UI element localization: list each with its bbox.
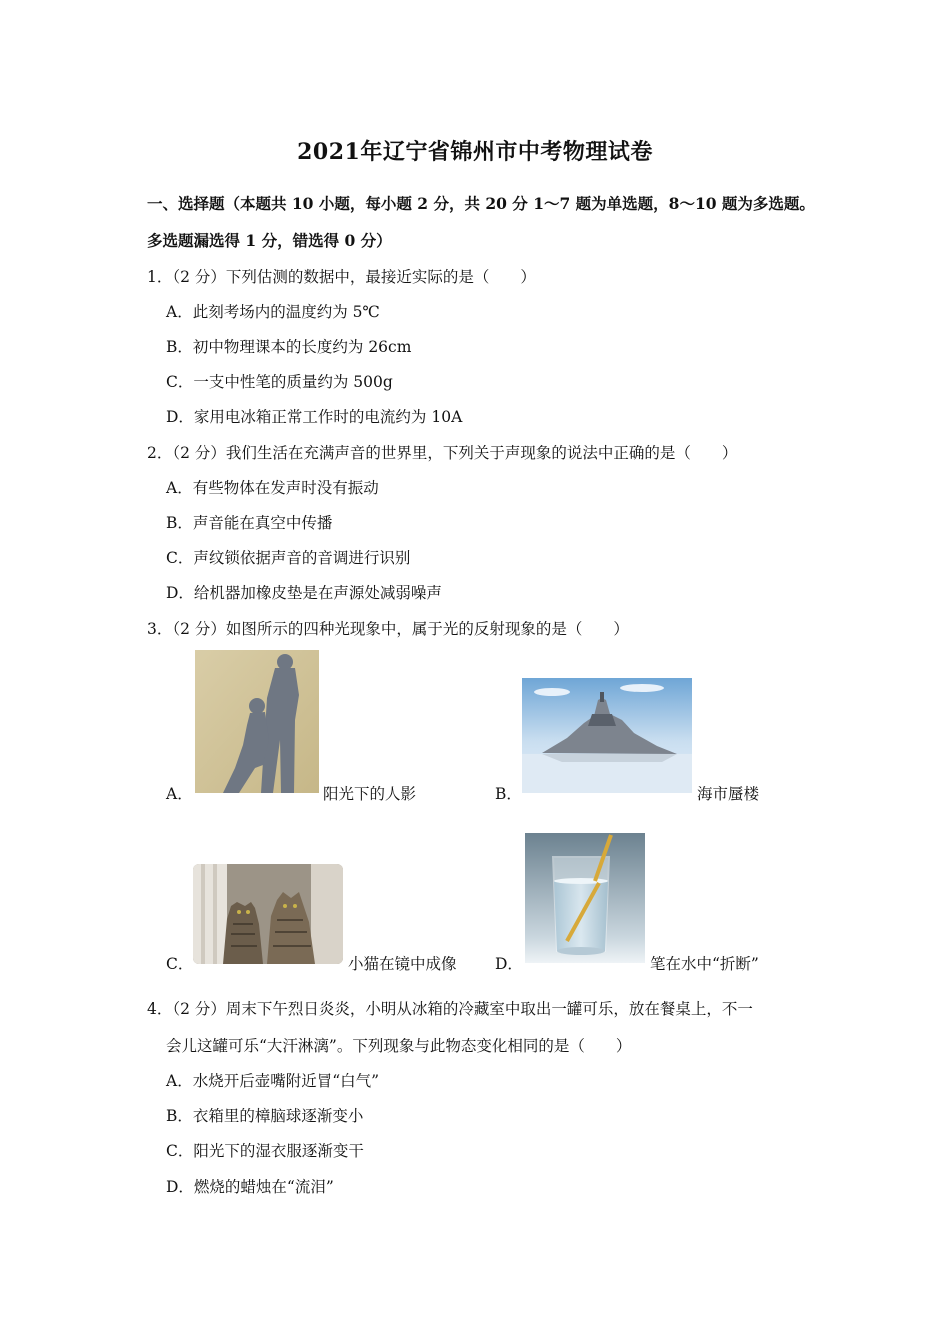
question-3-option-c-letter: C．	[166, 955, 194, 973]
question-2-stem: 2．（2 分）我们生活在充满声音的世界里，下列关于声现象的说法中正确的是（ ）	[147, 444, 738, 462]
question-4-option-b: B．衣箱里的樟脑球逐渐变小	[166, 1107, 364, 1125]
question-3-stem: 3．（2 分）如图所示的四种光现象中，属于光的反射现象的是（ ）	[147, 620, 629, 638]
question-3-option-c-caption: 小猫在镜中成像	[348, 955, 457, 973]
question-4-stem: 4．（2 分）周末下午烈日炎炎，小明从冰箱的冷藏室中取出一罐可乐，放在餐桌上，不一	[147, 1000, 753, 1018]
question-2-option-c: C．声纹锁依据声音的音调进行识别	[166, 549, 411, 567]
question-1-option-a: A．此刻考场内的温度约为 5℃	[166, 303, 380, 321]
question-3-option-a-letter: A．	[166, 785, 193, 803]
question-4-option-c: C．阳光下的湿衣服逐渐变干	[166, 1142, 364, 1160]
question-3-option-a-caption: 阳光下的人影	[323, 785, 417, 803]
question-3-option-d-caption: 笔在水中“折断”	[650, 955, 759, 973]
question-4-option-a: A．水烧开后壶嘴附近冒“白气”	[166, 1072, 380, 1090]
section-heading: 一、选择题（本题共 10 小题，每小题 2 分，共 20 分 1～7 题为单选题，8～10 题为多选题。	[147, 194, 815, 213]
figure-pencil-in-water-photo	[525, 833, 645, 963]
question-2-option-d: D．给机器加橡皮垫是在声源处减弱噪声	[166, 584, 442, 602]
question-4-option-d: D．燃烧的蜡烛在“流泪”	[166, 1178, 334, 1196]
question-4-stem-continued: 会儿这罐可乐“大汗淋漓”。下列现象与此物态变化相同的是（ ）	[166, 1037, 632, 1055]
question-3-option-b-caption: 海市蜃楼	[697, 785, 760, 803]
question-1-option-c: C．一支中性笔的质量约为 500g	[166, 373, 393, 391]
question-3-option-d-letter: D．	[495, 955, 523, 973]
page-title: 2021年辽宁省锦州市中考物理试卷	[297, 139, 653, 165]
question-2-option-a: A．有些物体在发声时没有振动	[166, 479, 379, 497]
question-3-option-b-letter: B．	[495, 785, 522, 803]
question-1-option-b: B．初中物理课本的长度约为 26cm	[166, 338, 412, 356]
figure-cat-mirror-photo	[193, 864, 343, 964]
question-2-option-b: B．声音能在真空中传播	[166, 514, 333, 532]
question-1-option-d: D．家用电冰箱正常工作时的电流约为 10A	[166, 408, 463, 426]
question-1-stem: 1．（2 分）下列估测的数据中，最接近实际的是（ ）	[147, 268, 536, 286]
figure-shadow-photo	[195, 650, 319, 793]
figure-mirage-photo	[522, 678, 692, 793]
section-heading-continued: 多选题漏选得 1 分，错选得 0 分）	[147, 231, 392, 250]
